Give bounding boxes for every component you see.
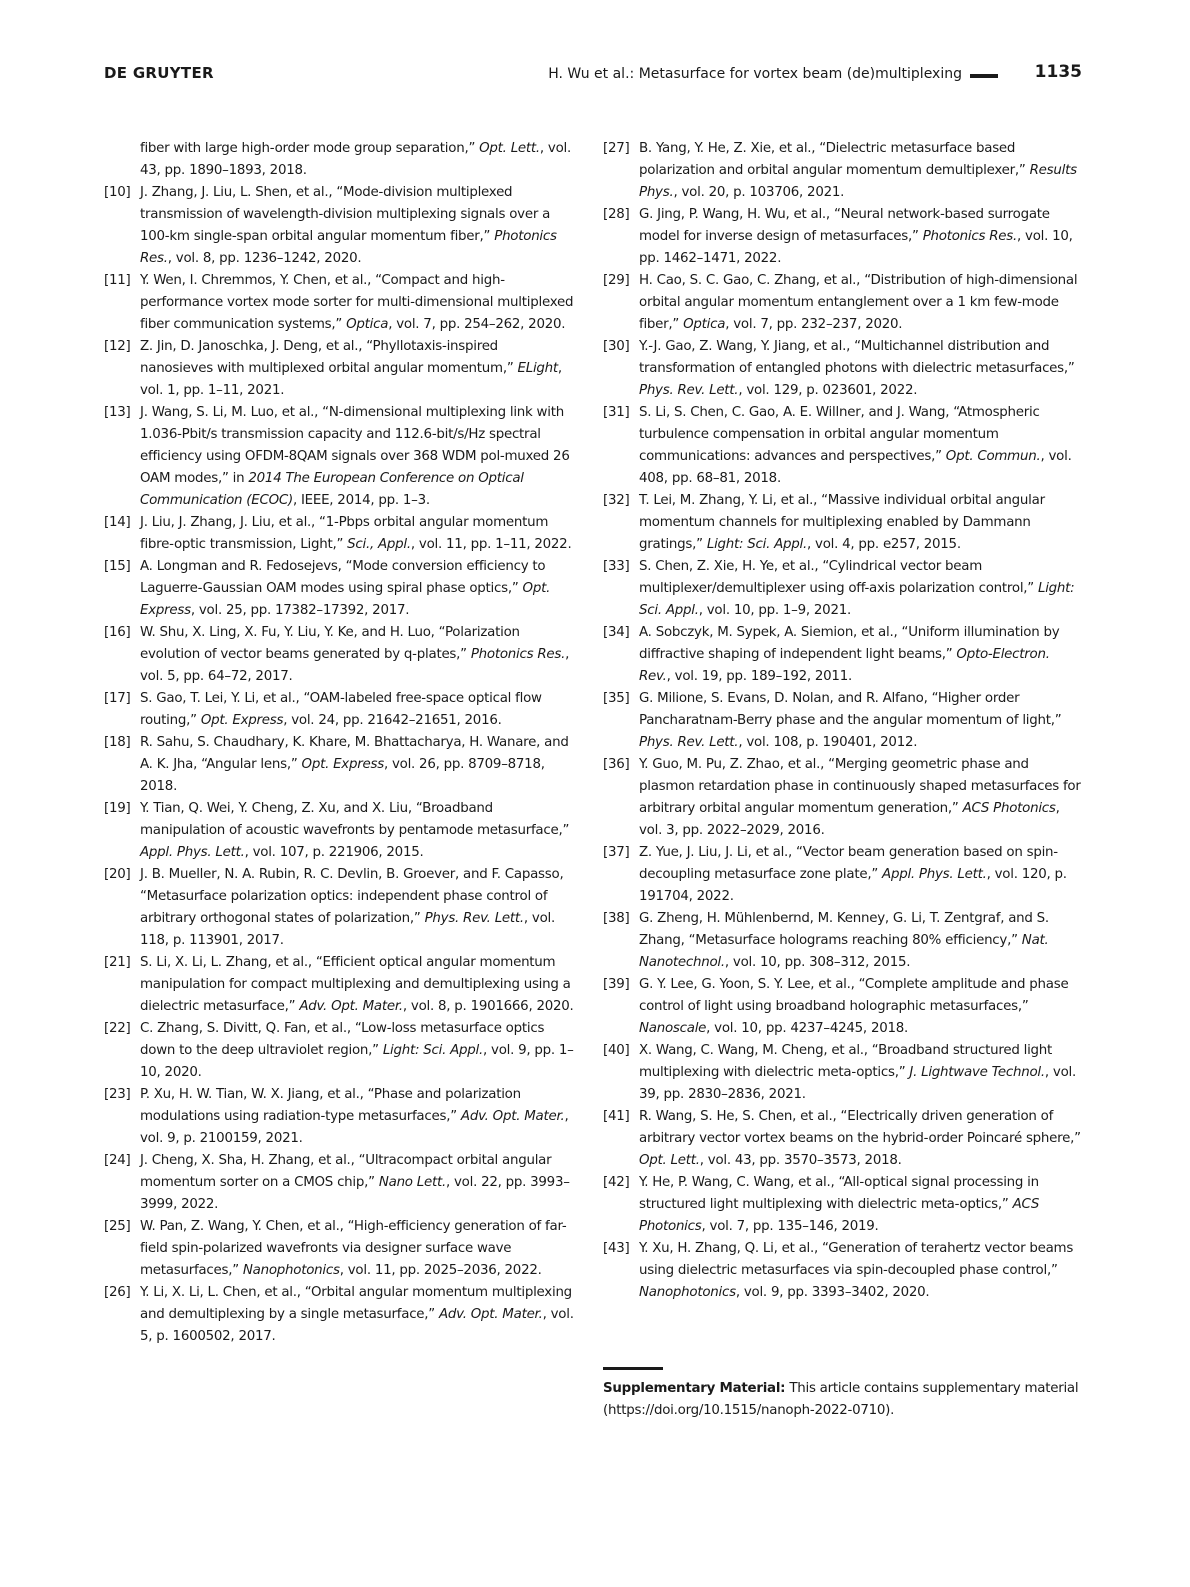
reference-journal: Opt. Express xyxy=(140,581,551,618)
reference-entry xyxy=(104,556,574,622)
reference-entry xyxy=(104,952,574,1018)
reference-authors-title: J. Liu, J. Zhang, J. Liu, et al., “1-Pbps orbital angular momentum fibre-optic transmission, Light,” xyxy=(140,515,549,552)
reference-journal: Opto-Electron. Rev. xyxy=(639,647,1050,684)
reference-details: , vol. 7, pp. 135–146, 2019. xyxy=(701,1219,879,1234)
reference-entry xyxy=(104,182,574,270)
reference-details: , vol. 43, pp. 1890–1893, 2018. xyxy=(140,141,572,178)
reference-entry xyxy=(603,270,1083,336)
reference-journal: Phys. Rev. Lett. xyxy=(639,735,739,750)
reference-authors-title: G. Jing, P. Wang, H. Wu, et al., “Neural network-based surrogate model for inverse design of metasurfaces,” xyxy=(639,207,1050,244)
reference-authors-title: T. Lei, M. Zhang, Y. Li, et al., “Massive individual orbital angular momentum channels for multiplexing enabled by Dammann gratings,” xyxy=(639,493,1045,552)
reference-journal: Opt. Express xyxy=(200,713,284,728)
reference-number: [10] xyxy=(104,185,131,200)
reference-details: , vol. 9, pp. 3393–3402, 2020. xyxy=(735,1285,930,1300)
reference-details: , vol. 5, p. 1600502, 2017. xyxy=(140,1307,574,1344)
reference-authors-title: C. Zhang, S. Divitt, Q. Fan, et al., “Low-loss metasurface optics down to the deep ultraviolet region,” xyxy=(140,1021,545,1058)
reference-journal: Nat. Nanotechnol. xyxy=(639,933,1049,970)
reference-details: , vol. 108, p. 190401, 2012. xyxy=(738,735,918,750)
reference-entry xyxy=(603,842,1083,908)
reference-number: [19] xyxy=(104,801,131,816)
reference-number: [18] xyxy=(104,735,131,750)
reference-details: , vol. 11, pp. 1–11, 2022. xyxy=(410,537,572,552)
reference-entry xyxy=(603,974,1083,1040)
reference-details: , vol. 3, pp. 2022–2029, 2016. xyxy=(639,801,1060,838)
reference-details: , vol. 26, pp. 8709–8718, 2018. xyxy=(140,757,545,794)
reference-authors-title: G. Zheng, H. Mühlenbernd, M. Kenney, G. Li, T. Zentgraf, and S. Zhang, “Metasurface holograms reaching 80% efficiency,” xyxy=(639,911,1049,948)
reference-journal: Optica xyxy=(683,317,726,332)
reference-number: [21] xyxy=(104,955,131,970)
reference-text xyxy=(639,688,1083,754)
reference-journal: Phys. Rev. Lett. xyxy=(639,383,739,398)
reference-authors-title: G. Milione, S. Evans, D. Nolan, and R. Alfano, “Higher order Pancharatnam-Berry phase and the angular momentum of light,” xyxy=(639,691,1062,728)
reference-journal: Nanophotonics xyxy=(639,1285,736,1300)
reference-number: [13] xyxy=(104,405,131,420)
reference-details: , vol. 1, pp. 1–11, 2021. xyxy=(140,361,562,398)
reference-entry xyxy=(104,1150,574,1216)
reference-entry xyxy=(104,798,574,864)
reference-details: , vol. 10, pp. 1462–1471, 2022. xyxy=(639,229,1073,266)
reference-number: [26] xyxy=(104,1285,131,1300)
reference-text xyxy=(140,512,574,556)
reference-entry xyxy=(104,336,574,402)
reference-number: [38] xyxy=(603,911,630,926)
reference-number: [20] xyxy=(104,867,131,882)
reference-journal: Photonics Res. xyxy=(140,229,557,266)
header-rule xyxy=(970,74,998,78)
reference-entry xyxy=(603,908,1083,974)
reference-text xyxy=(639,402,1083,490)
reference-number: [33] xyxy=(603,559,630,574)
reference-journal: Nanoscale xyxy=(639,1021,707,1036)
reference-details: , vol. 20, p. 103706, 2021. xyxy=(673,185,845,200)
reference-authors-title: Y. Xu, H. Zhang, Q. Li, et al., “Generation of terahertz vector beams using dielectric metasurfaces via spin-decoupled phase control,” xyxy=(639,1241,1074,1278)
reference-authors-title: X. Wang, C. Wang, M. Cheng, et al., “Broadband structured light multiplexing with dielectric meta-optics,” xyxy=(639,1043,1053,1080)
reference-details: , vol. 129, p. 023601, 2022. xyxy=(738,383,918,398)
reference-entry xyxy=(104,864,574,952)
reference-text xyxy=(639,842,1083,908)
reference-number: [37] xyxy=(603,845,630,860)
reference-text xyxy=(140,138,574,182)
reference-details: , vol. 408, pp. 68–81, 2018. xyxy=(639,449,1072,486)
reference-details: , vol. 19, pp. 189–192, 2011. xyxy=(666,669,852,684)
publisher-name: DE GRUYTER xyxy=(104,64,214,82)
reference-number: [27] xyxy=(603,141,630,156)
reference-authors-title: S. Li, S. Chen, C. Gao, A. E. Willner, and J. Wang, “Atmospheric turbulence compensation in orbital angular momentum communications: advances and perspectives,” xyxy=(639,405,1040,464)
reference-details: , vol. 7, pp. 232–237, 2020. xyxy=(725,317,903,332)
reference-text xyxy=(140,270,574,336)
reference-journal: Nano Lett. xyxy=(378,1175,446,1190)
reference-entry xyxy=(603,1106,1083,1172)
reference-text xyxy=(140,732,574,798)
reference-entry xyxy=(603,1172,1083,1238)
reference-journal: Phys. Rev. Lett. xyxy=(424,911,524,926)
supplementary-text: This article contains supplementary material (https://doi.org/10.1515/nanoph-2022-0710). xyxy=(603,1381,1079,1418)
reference-journal: Adv. Opt. Mater. xyxy=(439,1307,543,1322)
reference-text xyxy=(140,622,574,688)
reference-text xyxy=(639,336,1083,402)
reference-entry xyxy=(104,138,574,182)
reference-number: [41] xyxy=(603,1109,630,1124)
reference-details: , vol. 10, pp. 1–9, 2021. xyxy=(698,603,851,618)
reference-number: [34] xyxy=(603,625,630,640)
reference-authors-title: Y. Guo, M. Pu, Z. Zhao, et al., “Merging geometric phase and plasmon retardation phase in continuously shaped metasurfaces for arbitrary orbital angular momentum generation,” xyxy=(639,757,1081,816)
reference-details: , vol. 4, pp. e257, 2015. xyxy=(807,537,961,552)
reference-authors-title: J. Zhang, J. Liu, L. Shen, et al., “Mode-division multiplexed transmission of wavelength-division multiplexing signals over a 100-km single-span orbital angular momentum fiber,” xyxy=(140,185,551,244)
reference-text xyxy=(140,1282,574,1348)
reference-authors-title: A. Sobczyk, M. Sypek, A. Siemion, et al., “Uniform illumination by diffractive shaping of independent light beams,” xyxy=(639,625,1060,662)
reference-journal: Light: Sci. Appl. xyxy=(382,1043,483,1058)
reference-text xyxy=(140,1216,574,1282)
reference-details: , vol. 11, pp. 2025–2036, 2022. xyxy=(339,1263,542,1278)
reference-text xyxy=(639,490,1083,556)
reference-number: [25] xyxy=(104,1219,131,1234)
reference-text xyxy=(639,270,1083,336)
reference-journal: Sci., Appl. xyxy=(347,537,411,552)
reference-journal: 2014 The European Conference on Optical Communication (ECOC) xyxy=(140,471,524,508)
reference-number: [35] xyxy=(603,691,630,706)
reference-entry xyxy=(104,270,574,336)
reference-details: , vol. 8, p. 1901666, 2020. xyxy=(402,999,574,1014)
reference-text xyxy=(140,864,574,952)
reference-entry xyxy=(104,1018,574,1084)
reference-authors-title: J. Wang, S. Li, M. Luo, et al., “N-dimensional multiplexing link with 1.036-Pbit/s transmission capacity and 112.6-bit/s/Hz spectral efficiency using OFDM-8QAM signals over 368 WDM pol-muxed 26 OAM modes,” in xyxy=(140,405,570,486)
reference-journal: Optica xyxy=(346,317,389,332)
reference-text xyxy=(639,754,1083,842)
reference-entry xyxy=(104,732,574,798)
reference-text xyxy=(639,556,1083,622)
reference-journal: Appl. Phys. Lett. xyxy=(882,867,987,882)
reference-text xyxy=(140,336,574,402)
reference-number: [12] xyxy=(104,339,131,354)
reference-text xyxy=(639,974,1083,1040)
reference-entry xyxy=(603,336,1083,402)
reference-text xyxy=(140,1084,574,1150)
reference-text xyxy=(140,798,574,864)
reference-details: , vol. 120, p. 191704, 2022. xyxy=(639,867,1067,904)
reference-journal: Adv. Opt. Mater. xyxy=(460,1109,565,1124)
reference-text xyxy=(639,622,1083,688)
reference-details: , vol. 10, pp. 4237–4245, 2018. xyxy=(706,1021,909,1036)
reference-authors-title: B. Yang, Y. He, Z. Xie, et al., “Dielectric metasurface based polarization and orbital angular momentum demultiplexer,” xyxy=(639,141,1030,178)
reference-text xyxy=(140,688,574,732)
reference-text xyxy=(639,138,1083,204)
reference-authors-title: Z. Yue, J. Liu, J. Li, et al., “Vector beam generation based on spin-decoupling metasurface zone plate,” xyxy=(639,845,1058,882)
reference-authors-title: A. Longman and R. Fedosejevs, “Mode conversion efficiency to Laguerre-Gaussian OAM modes using spiral phase optics,” xyxy=(140,559,546,596)
reference-entry xyxy=(603,204,1083,270)
reference-number: [17] xyxy=(104,691,131,706)
reference-entry xyxy=(603,1040,1083,1106)
reference-entry xyxy=(104,622,574,688)
reference-journal: Light: Sci. Appl. xyxy=(706,537,808,552)
reference-details: , vol. 9, p. 2100159, 2021. xyxy=(140,1109,569,1146)
reference-number: [39] xyxy=(603,977,630,992)
reference-entry xyxy=(603,556,1083,622)
supplementary-rule xyxy=(603,1367,663,1370)
reference-details: , vol. 9, pp. 1–10, 2020. xyxy=(140,1043,574,1080)
reference-text xyxy=(639,204,1083,270)
reference-number: [42] xyxy=(603,1175,630,1190)
reference-number: [16] xyxy=(104,625,131,640)
reference-journal: ACS Photonics xyxy=(639,1197,1040,1234)
reference-entry xyxy=(603,138,1083,204)
reference-number: [29] xyxy=(603,273,630,288)
reference-authors-title: P. Xu, H. W. Tian, W. X. Jiang, et al., “Phase and polarization modulations using radiation-type metasurfaces,” xyxy=(140,1087,521,1124)
reference-entry xyxy=(104,1084,574,1150)
reference-number: [43] xyxy=(603,1241,630,1256)
reference-details: , vol. 8, pp. 1236–1242, 2020. xyxy=(167,251,362,266)
reference-journal: Appl. Phys. Lett. xyxy=(140,845,245,860)
reference-authors-title: Y. He, P. Wang, C. Wang, et al., “All-optical signal processing in structured light multiplexing with dielectric meta-optics,” xyxy=(639,1175,1039,1212)
supplementary-label: Supplementary Material: xyxy=(603,1381,786,1396)
reference-authors-title: fiber with large high-order mode group separation,” xyxy=(140,141,480,156)
reference-journal: Opt. Lett. xyxy=(479,141,540,156)
reference-journal: ELight xyxy=(517,361,558,376)
supplementary-material xyxy=(603,1378,1083,1422)
reference-number: [30] xyxy=(603,339,630,354)
reference-journal: Photonics Res. xyxy=(470,647,566,662)
reference-authors-title: H. Cao, S. C. Gao, C. Zhang, et al., “Distribution of high-dimensional orbital angular momentum entanglement over a 1 km few-mode fiber,” xyxy=(639,273,1078,332)
reference-authors-title: W. Pan, Z. Wang, Y. Chen, et al., “High-efficiency generation of far-field spin-polarized wavefronts via designer surface wave metasurfaces,” xyxy=(140,1219,567,1278)
reference-number: [31] xyxy=(603,405,630,420)
reference-details: , vol. 118, p. 113901, 2017. xyxy=(140,911,556,948)
reference-details: , vol. 22, pp. 3993–3999, 2022. xyxy=(140,1175,570,1212)
reference-authors-title: R. Sahu, S. Chaudhary, K. Khare, M. Bhattacharya, H. Wanare, and A. K. Jha, “Angular lens,” xyxy=(140,735,569,772)
page-number: 1135 xyxy=(1034,62,1082,82)
reference-authors-title: Y. Wen, I. Chremmos, Y. Chen, et al., “Compact and high-performance vortex mode sorter for multi-dimensional multiplexed fiber communication systems,” xyxy=(140,273,574,332)
reference-entry xyxy=(104,1282,574,1348)
reference-text xyxy=(639,1040,1083,1106)
reference-text xyxy=(140,556,574,622)
reference-number: [28] xyxy=(603,207,630,222)
reference-entry xyxy=(603,1238,1083,1304)
reference-text xyxy=(639,1238,1083,1304)
reference-text xyxy=(639,1172,1083,1238)
reference-entry xyxy=(603,622,1083,688)
reference-authors-title: Y.-J. Gao, Z. Wang, Y. Jiang, et al., “Multichannel distribution and transformation of entangled photons with dielectric metasurfaces,” xyxy=(639,339,1075,376)
reference-text xyxy=(140,182,574,270)
reference-journal: Opt. Express xyxy=(301,757,384,772)
reference-entry xyxy=(603,688,1083,754)
reference-details: , vol. 5, pp. 64–72, 2017. xyxy=(140,647,570,684)
reference-details: , vol. 10, pp. 308–312, 2015. xyxy=(724,955,911,970)
reference-journal: ACS Photonics xyxy=(962,801,1056,816)
reference-authors-title: S. Chen, Z. Xie, H. Ye, et al., “Cylindrical vector beam multiplexer/demultiplexer using off-axis polarization control,” xyxy=(639,559,1038,596)
reference-journal: Photonics Res. xyxy=(922,229,1017,244)
reference-entry xyxy=(603,490,1083,556)
references-right-column xyxy=(603,138,1083,1304)
reference-details: , vol. 7, pp. 254–262, 2020. xyxy=(388,317,566,332)
reference-details: , vol. 107, p. 221906, 2015. xyxy=(244,845,424,860)
reference-entry xyxy=(104,688,574,732)
reference-authors-title: W. Shu, X. Ling, X. Fu, Y. Liu, Y. Ke, and H. Luo, “Polarization evolution of vector beams generated by q-plates,” xyxy=(140,625,520,662)
reference-journal: Opt. Commun. xyxy=(945,449,1041,464)
reference-number: [40] xyxy=(603,1043,630,1058)
reference-details: , vol. 43, pp. 3570–3573, 2018. xyxy=(699,1153,902,1168)
reference-number: [24] xyxy=(104,1153,131,1168)
reference-authors-title: G. Y. Lee, G. Yoon, S. Y. Lee, et al., “Complete amplitude and phase control of light using broadband holographic metasurfaces,” xyxy=(639,977,1069,1014)
reference-text xyxy=(639,1106,1083,1172)
reference-details: , vol. 24, pp. 21642–21651, 2016. xyxy=(283,713,502,728)
reference-entry xyxy=(104,1216,574,1282)
running-head: H. Wu et al.: Metasurface for vortex beam (de)multiplexing xyxy=(548,66,962,82)
reference-number: [15] xyxy=(104,559,131,574)
reference-details: , vol. 25, pp. 17382–17392, 2017. xyxy=(190,603,410,618)
reference-number: [14] xyxy=(104,515,131,530)
reference-text xyxy=(140,1018,574,1084)
reference-journal: Opt. Lett. xyxy=(639,1153,700,1168)
reference-entry xyxy=(104,402,574,512)
reference-journal: Adv. Opt. Mater. xyxy=(299,999,403,1014)
reference-details: , vol. 39, pp. 2830–2836, 2021. xyxy=(639,1065,1076,1102)
references-left-column xyxy=(104,138,574,1348)
reference-authors-title: R. Wang, S. He, S. Chen, et al., “Electrically driven generation of arbitrary vector vortex beams on the hybrid-order Poincaré sphere,” xyxy=(639,1109,1081,1146)
reference-entry xyxy=(603,754,1083,842)
reference-authors-title: Y. Li, X. Li, L. Chen, et al., “Orbital angular momentum multiplexing and demultiplexing by a single metasurface,” xyxy=(140,1285,572,1322)
reference-journal: Nanophotonics xyxy=(242,1263,340,1278)
reference-journal: Light: Sci. Appl. xyxy=(639,581,1075,618)
reference-text xyxy=(140,952,574,1018)
reference-authors-title: S. Li, X. Li, L. Zhang, et al., “Efficient optical angular momentum manipulation for compact multiplexing and demultiplexing using a dielectric metasurface,” xyxy=(140,955,571,1014)
reference-authors-title: J. B. Mueller, N. A. Rubin, R. C. Devlin, B. Groever, and F. Capasso, “Metasurface polarization optics: independent phase control of arbitrary orthogonal states of polarization,” xyxy=(140,867,564,926)
reference-number: [32] xyxy=(603,493,630,508)
reference-number: [23] xyxy=(104,1087,131,1102)
page-header xyxy=(104,62,1082,88)
reference-text xyxy=(140,402,574,512)
reference-authors-title: Y. Tian, Q. Wei, Y. Cheng, Z. Xu, and X. Liu, “Broadband manipulation of acoustic wavefronts by pentamode metasurface,” xyxy=(140,801,570,838)
reference-text xyxy=(140,1150,574,1216)
reference-number: [22] xyxy=(104,1021,131,1036)
reference-authors-title: Z. Jin, D. Janoschka, J. Deng, et al., “Phyllotaxis-inspired nanosieves with multiplexed orbital angular momentum,” xyxy=(140,339,518,376)
reference-entry xyxy=(104,512,574,556)
reference-entry xyxy=(603,402,1083,490)
reference-journal: Results Phys. xyxy=(639,163,1077,200)
reference-details: , IEEE, 2014, pp. 1–3. xyxy=(292,493,430,508)
reference-text xyxy=(639,908,1083,974)
reference-authors-title: J. Cheng, X. Sha, H. Zhang, et al., “Ultracompact orbital angular momentum sorter on a CMOS chip,” xyxy=(140,1153,552,1190)
reference-number: [36] xyxy=(603,757,630,772)
reference-authors-title: S. Gao, T. Lei, Y. Li, et al., “OAM-labeled free-space optical flow routing,” xyxy=(140,691,542,728)
reference-journal: J. Lightwave Technol. xyxy=(909,1065,1045,1080)
reference-number: [11] xyxy=(104,273,131,288)
